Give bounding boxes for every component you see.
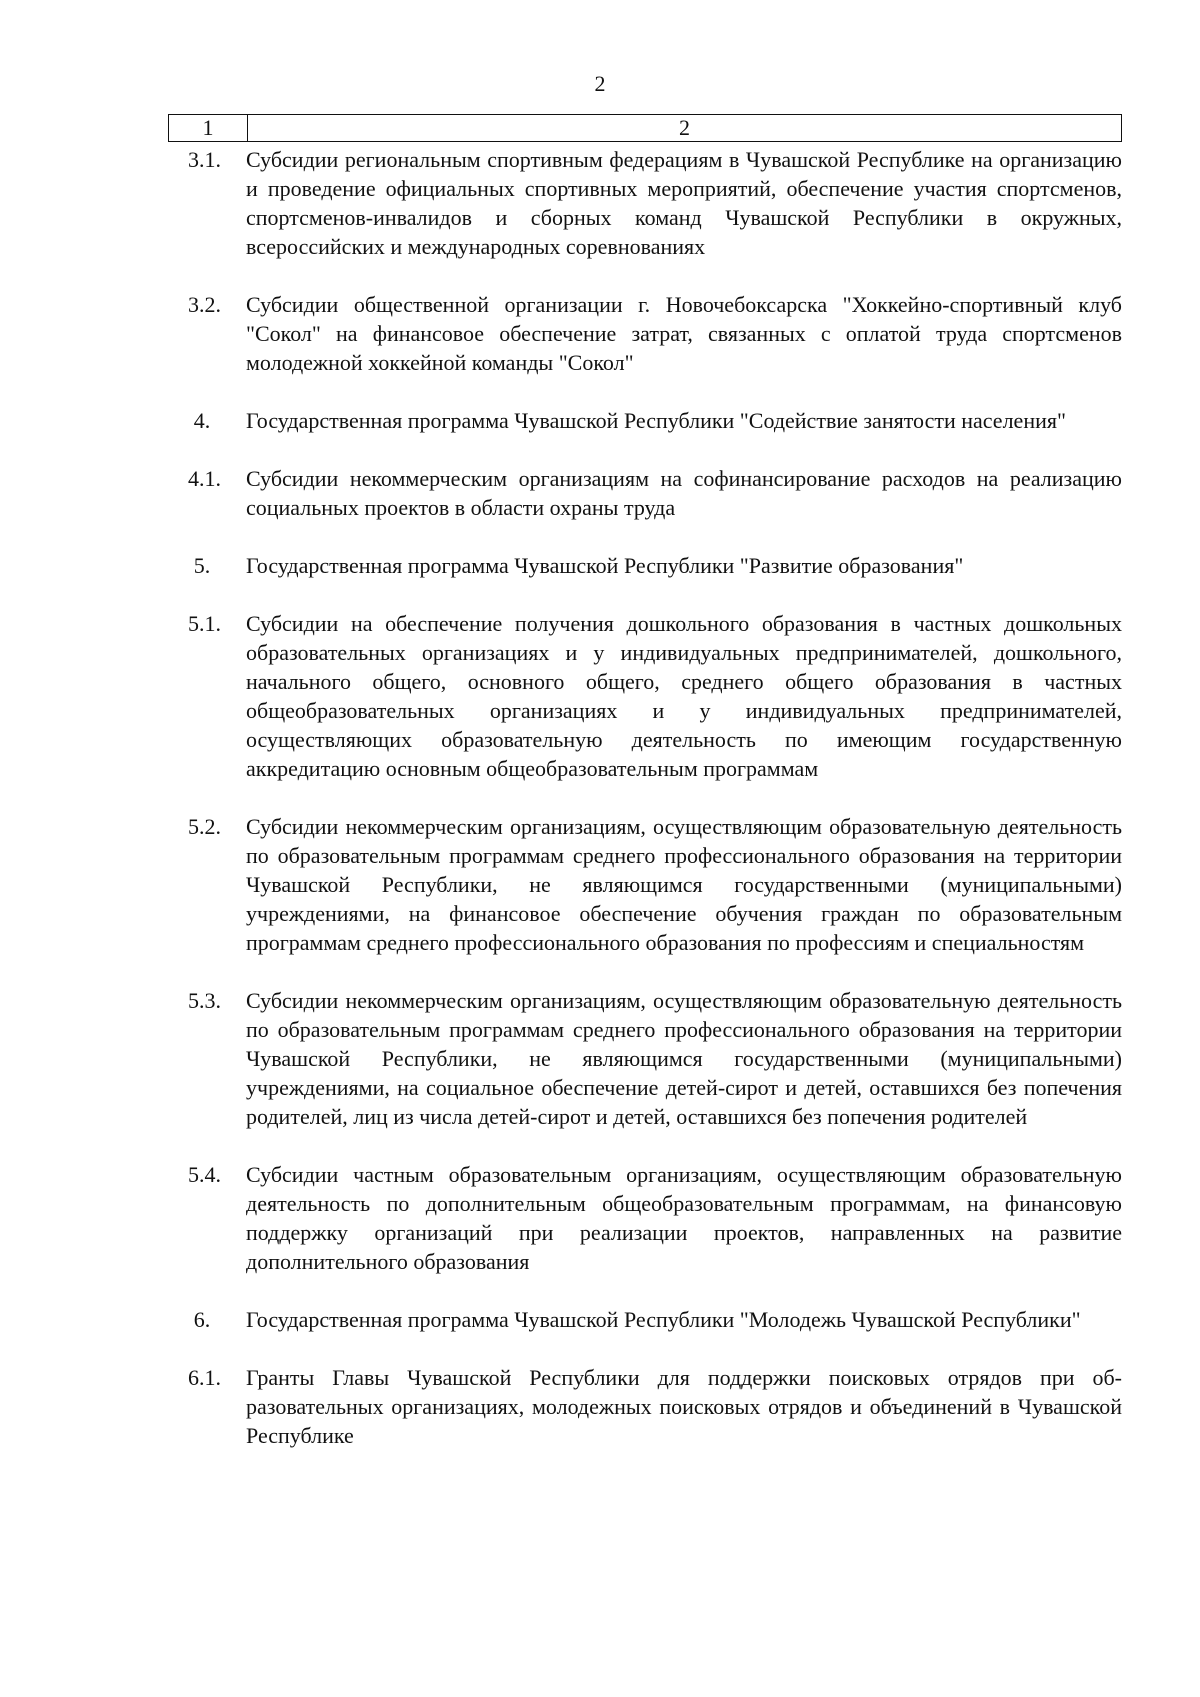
row-number: 5. bbox=[193, 553, 211, 578]
row-number: 4.1. bbox=[188, 466, 221, 491]
row-number: 5.3. bbox=[188, 988, 221, 1013]
table-row bbox=[168, 551, 1122, 580]
table-header-col2: 2 bbox=[679, 115, 690, 140]
row-text: Государственная программа Чувашской Республики "Молодежь Чувашской Республики" bbox=[246, 1307, 1081, 1332]
table-row bbox=[168, 1305, 1122, 1334]
row-number: 5.1. bbox=[188, 611, 221, 636]
row-number: 6.1. bbox=[188, 1365, 221, 1390]
row-text: Субсидии частным образовательным организациям, осуществляющим образовательную деятельность по дополнительным общеобразовательным программам, на финансовую поддержку организаций при реализации проектов, направленных на развитие дополнительного образования bbox=[246, 1162, 1122, 1274]
table-row bbox=[168, 406, 1122, 435]
table-header-col1: 1 bbox=[169, 115, 248, 141]
row-text: Субсидии некоммерческим организациям, осуществляющим образовательную деятельность по образовательным программам среднего профессионального образования на территории Чувашской Республики, не являющимся государственными (муниципальными) учреждениями, на финансовое обеспечение обучения граждан по образовательным программам среднего профессионального образования по профессиям и специальностям bbox=[246, 814, 1122, 955]
table-row bbox=[168, 145, 1122, 261]
row-text: Субсидии на обеспечение получения дошкольного образования в частных дошкольных образовательных организациях и у индивидуальных предпринимателей, дошкольного, начального общего, основного общего, среднего общего образования в частных общеобразовательных организациях и у индивидуальных предпринимателей, осуществляющих образовательную деятельность по имеющим государственную аккредитацию основным общеобразовательным программам bbox=[246, 611, 1122, 781]
row-text: Субсидии региональным спортивным федерациям в Чувашской Республике на организацию и проведение официальных спортивных мероприятий, обеспечение участия спортсменов, спортсменов-инвалидов и сборных команд Чувашской Республики в окружных, всероссийских и международных соревнованиях bbox=[246, 147, 1122, 259]
row-text: Субсидии некоммерческим организациям, осуществляющим образовательную деятельность по образовательным программам среднего профессионального образования на территории Чувашской Республики, не являющимся государственными (муниципальными) учреждениями, на социальное обеспечение детей-сирот и детей, оставшихся без попечения родителей, лиц из числа детей-сирот и детей, оставшихся без попечения родителей bbox=[246, 988, 1122, 1129]
row-number: 4. bbox=[193, 408, 211, 433]
row-number: 5.4. bbox=[188, 1162, 221, 1187]
table-header bbox=[168, 114, 1122, 142]
table-row bbox=[168, 1160, 1122, 1276]
table-row bbox=[168, 812, 1122, 957]
row-number: 3.2. bbox=[188, 292, 221, 317]
row-text: Субсидии общественной организации г. Новочебоксарска "Хоккейно-спортивный клуб "Сокол" на финансовое обеспечение затрат, связанных с оплатой труда спортсменов молодежной хоккейной команды "Сокол" bbox=[246, 292, 1122, 375]
table-row bbox=[168, 986, 1122, 1131]
table-body bbox=[168, 145, 1122, 1479]
table-row bbox=[168, 290, 1122, 377]
row-text: Государственная программа Чувашской Республики "Развитие образования" bbox=[246, 553, 964, 578]
page-number: 2 bbox=[594, 71, 606, 96]
row-text: Субсидии некоммерческим организациям на софинансирование расходов на реализацию социальных проектов в области охраны труда bbox=[246, 466, 1122, 520]
table-row bbox=[168, 1363, 1122, 1450]
row-number: 6. bbox=[193, 1307, 211, 1332]
row-number: 3.1. bbox=[188, 147, 221, 172]
row-text: Гранты Главы Чувашской Республики для поддержки поисковых отрядов при образовательных организациях, молодежных поисковых отрядов и объединений в Чувашской Республике bbox=[246, 1365, 1122, 1448]
row-text: Государственная программа Чувашской Республики "Содействие занятости населения" bbox=[246, 408, 1066, 433]
row-number: 5.2. bbox=[188, 814, 221, 839]
table-row bbox=[168, 464, 1122, 522]
table-row bbox=[168, 609, 1122, 783]
